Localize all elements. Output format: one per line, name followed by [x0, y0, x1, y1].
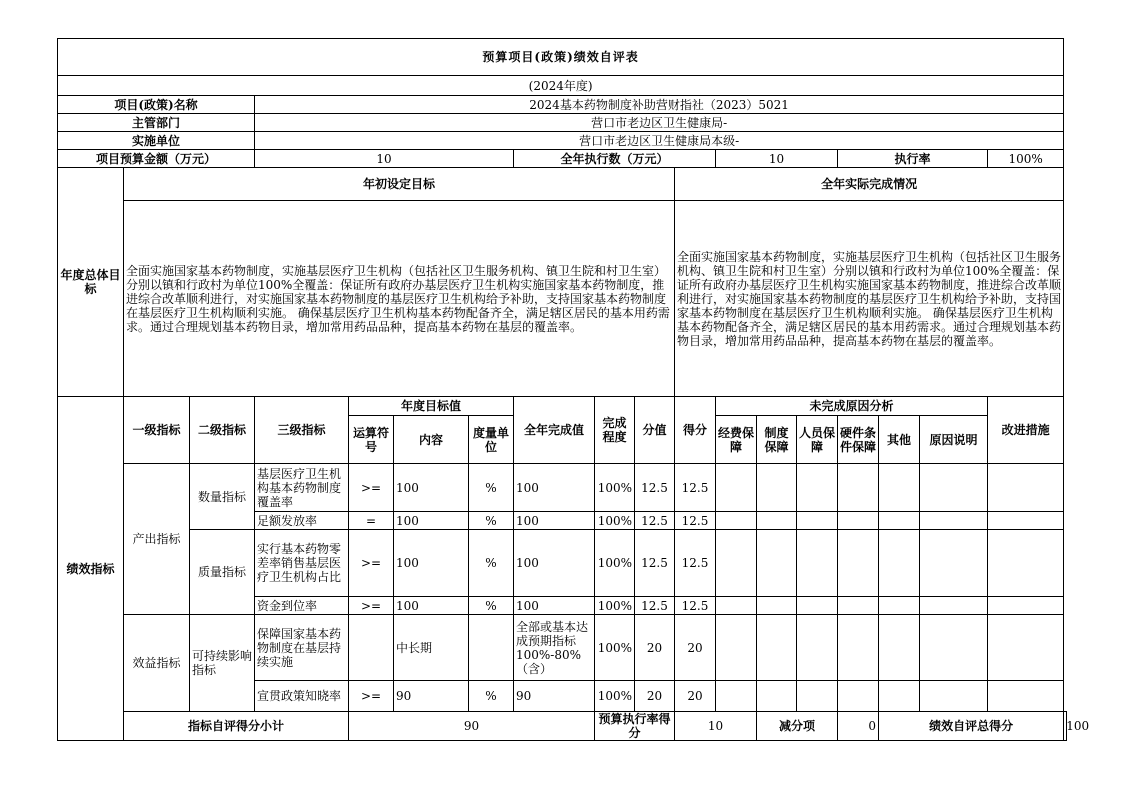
op-cell — [349, 615, 394, 681]
degree-cell: 100% — [595, 681, 635, 712]
benefit-indicator-label: 效益指标 — [124, 615, 190, 712]
degree-header: 完成程度 — [595, 397, 635, 464]
content-cell: 100 — [394, 597, 469, 615]
l3-cell: 基层医疗卫生机构基本药物制度覆盖率 — [255, 464, 349, 512]
score-cell: 20 — [675, 615, 716, 681]
table-row — [58, 464, 1067, 512]
initial-goal-header: 年初设定目标 — [124, 168, 675, 201]
l3-cell: 足额发放率 — [255, 512, 349, 530]
table-row — [58, 530, 1067, 597]
actual-cell: 90 — [514, 681, 595, 712]
degree-cell: 100% — [595, 464, 635, 512]
l3-cell: 实行基本药物零差率销售基层医疗卫生机构占比 — [255, 530, 349, 597]
points-cell: 12.5 — [635, 464, 675, 512]
score-cell: 12.5 — [675, 597, 716, 615]
deduct-label: 减分项 — [757, 712, 838, 741]
actual-cell: 100 — [514, 530, 595, 597]
score-cell: 12.5 — [675, 512, 716, 530]
points-header: 分值 — [635, 397, 675, 464]
total-score-value: 100 — [1064, 712, 1067, 741]
perf-indicator-label: 绩效指标 — [58, 397, 124, 741]
degree-cell: 100% — [595, 597, 635, 615]
annual-goal-label: 年度总体目标 — [58, 168, 124, 397]
improve-header: 改进措施 — [988, 397, 1064, 464]
score-cell: 12.5 — [675, 464, 716, 512]
actual-result-text: 全面实施国家基本药物制度，实施基层医疗卫生机构（包括社区卫生服务机构、镇卫生院和村卫生室）分别以镇和行政村为单位100%全覆盖：保证所有政府办基层医疗卫生机构实施国家基本药物制度，推进综合改革顺利进行，对实施国家基本药物制度的基层医疗卫生机构给予补助，支持国家基本药物制度在基层医疗卫生机构顺利实施。 确保基层医疗卫生机构基本药物配备齐全，满足辖区居民的基本用药需求。通过合理规划基本药物目录，增加常用药品品种，提高基本药物在基层的覆盖率。 — [675, 201, 1064, 397]
exec-amount-value: 10 — [716, 150, 838, 168]
evaluation-table — [57, 38, 1090, 741]
unit-cell: % — [469, 464, 514, 512]
l3-cell: 宣贯政策知晓率 — [255, 681, 349, 712]
year-subtitle: (2024年度) — [58, 76, 1064, 96]
points-cell: 20 — [635, 615, 675, 681]
unit-header: 度量单位 — [469, 416, 514, 464]
score-cell: 12.5 — [675, 530, 716, 597]
reason-staff-header: 人员保障 — [797, 416, 838, 464]
impl-unit-value: 营口市老边区卫生健康局本级- — [255, 132, 1064, 150]
points-cell: 12.5 — [635, 597, 675, 615]
content-cell: 100 — [394, 464, 469, 512]
reason-system-header: 制度保障 — [757, 416, 797, 464]
exec-rate-value: 100% — [988, 150, 1064, 168]
degree-cell: 100% — [595, 512, 635, 530]
unit-cell: % — [469, 512, 514, 530]
points-cell: 12.5 — [635, 530, 675, 597]
score-header: 得分 — [675, 397, 716, 464]
l2-header: 二级指标 — [190, 397, 255, 464]
unit-cell: % — [469, 681, 514, 712]
actual-result-header: 全年实际完成情况 — [675, 168, 1064, 201]
degree-cell: 100% — [595, 615, 635, 681]
content-header: 内容 — [394, 416, 469, 464]
quantity-indicator-label: 数量指标 — [190, 464, 255, 530]
score-cell: 20 — [675, 681, 716, 712]
total-score-label: 绩效自评总得分 — [879, 712, 1064, 741]
actual-cell: 全部或基本达成预期指标100%-80%（含） — [514, 615, 595, 681]
points-cell: 20 — [635, 681, 675, 712]
reason-funding-header: 经费保障 — [716, 416, 757, 464]
dept-label: 主管部门 — [58, 114, 255, 132]
project-name-value: 2024基本药物制度补助营财指社（2023）5021 — [255, 96, 1064, 114]
dept-value: 营口市老边区卫生健康局- — [255, 114, 1064, 132]
content-cell: 100 — [394, 530, 469, 597]
op-cell: >= — [349, 530, 394, 597]
op-cell: = — [349, 512, 394, 530]
actual-cell: 100 — [514, 464, 595, 512]
content-cell: 90 — [394, 681, 469, 712]
actual-cell: 100 — [514, 597, 595, 615]
table-row — [58, 615, 1067, 681]
op-cell: >= — [349, 597, 394, 615]
points-cell: 12.5 — [635, 512, 675, 530]
content-cell: 100 — [394, 512, 469, 530]
l1-header: 一级指标 — [124, 397, 190, 464]
target-header: 年度目标值 — [349, 397, 514, 416]
actual-value-header: 全年完成值 — [514, 397, 595, 464]
evaluation-sheet — [57, 38, 1090, 741]
exec-score-label: 预算执行率得分 — [595, 712, 675, 741]
initial-goal-text: 全面实施国家基本药物制度，实施基层医疗卫生机构（包括社区卫生服务机构、镇卫生院和村卫生室）分别以镇和行政村为单位100%全覆盖：保证所有政府办基层医疗卫生机构实施国家基本药物制度，推进综合改革顺利进行，对实施国家基本药物制度的基层医疗卫生机构给予补助，支持国家基本药物制度在基层医疗卫生机构顺利实施。 确保基层医疗卫生机构基本药物配备齐全，满足辖区居民的基本用药需求。通过合理规划基本药物目录，增加常用药品品种，提高基本药物在基层的覆盖率。 — [124, 201, 675, 397]
unit-cell: % — [469, 530, 514, 597]
op-header: 运算符号 — [349, 416, 394, 464]
l3-cell: 保障国家基本药物制度在基层持续实施 — [255, 615, 349, 681]
subtotal-label: 指标自评得分小计 — [124, 712, 349, 741]
degree-cell: 100% — [595, 530, 635, 597]
reason-hardware-header: 硬件条件保障 — [838, 416, 879, 464]
reason-other-header: 其他 — [879, 416, 920, 464]
l3-header: 三级指标 — [255, 397, 349, 464]
unit-cell — [469, 615, 514, 681]
op-cell: >= — [349, 681, 394, 712]
op-cell: >= — [349, 464, 394, 512]
subtotal-value: 90 — [349, 712, 595, 741]
quality-indicator-label: 质量指标 — [190, 530, 255, 615]
deduct-value: 0 — [838, 712, 879, 741]
reason-note-header: 原因说明 — [920, 416, 988, 464]
reason-header: 未完成原因分析 — [716, 397, 988, 416]
actual-cell: 100 — [514, 512, 595, 530]
exec-rate-label: 执行率 — [838, 150, 988, 168]
content-cell: 中长期 — [394, 615, 469, 681]
unit-cell: % — [469, 597, 514, 615]
sustain-indicator-label: 可持续影响指标 — [190, 615, 255, 712]
budget-amount-label: 项目预算金额（万元） — [58, 150, 255, 168]
project-name-label: 项目(政策)名称 — [58, 96, 255, 114]
impl-unit-label: 实施单位 — [58, 132, 255, 150]
exec-amount-label: 全年执行数（万元） — [514, 150, 716, 168]
output-indicator-label: 产出指标 — [124, 464, 190, 615]
page-title: 预算项目(政策)绩效自评表 — [58, 39, 1064, 76]
exec-score-value: 10 — [675, 712, 757, 741]
l3-cell: 资金到位率 — [255, 597, 349, 615]
budget-amount-value: 10 — [255, 150, 514, 168]
